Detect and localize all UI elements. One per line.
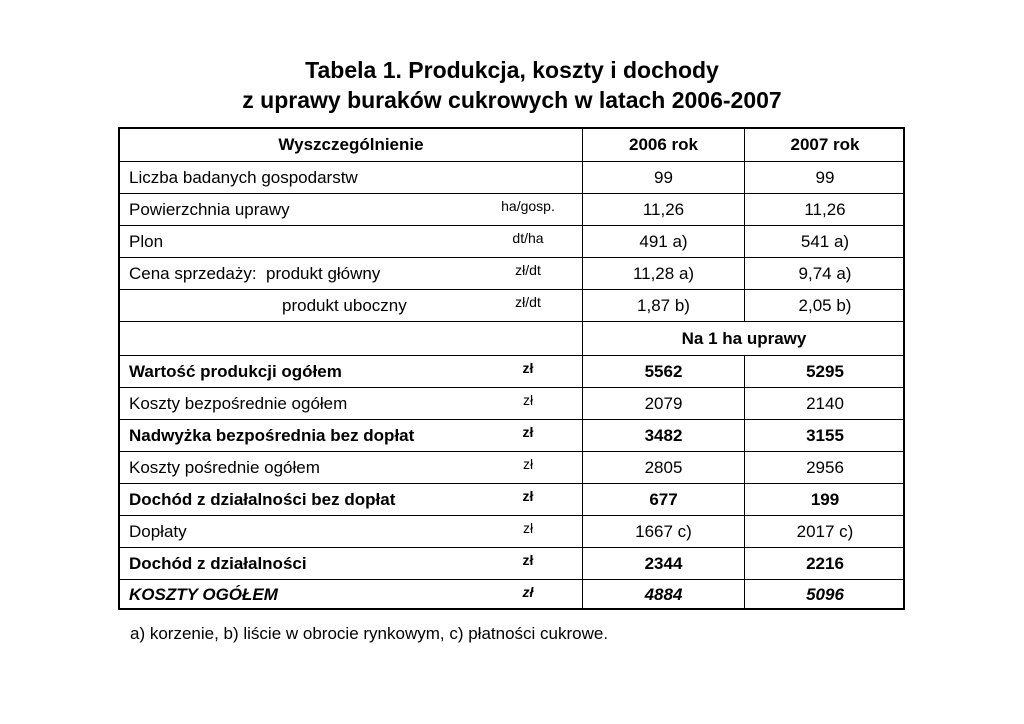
table-header-row [120, 129, 903, 162]
row-unit: dt/ha [512, 230, 544, 246]
table-row [120, 388, 903, 420]
row-label: Liczba badanych gospodarstw [129, 167, 358, 187]
row-value-2007: 2216 [744, 548, 905, 579]
row-unit: zł [522, 584, 534, 600]
row-value-2006: 2805 [582, 452, 744, 483]
table-row [120, 226, 903, 258]
row-unit: zł [522, 360, 534, 376]
row-value-2007: 3155 [744, 420, 905, 451]
row-label: KOSZTY OGÓŁEM [129, 585, 278, 604]
row-value-2006: 3482 [582, 420, 744, 451]
row-value-2007: 2,05 b) [744, 290, 905, 321]
row-unit: zł [522, 552, 534, 568]
row-value-2007: 5096 [744, 580, 905, 610]
row-unit: ha/gosp. [501, 198, 555, 214]
row-value-2007: 2140 [744, 388, 905, 419]
row-value-2006: 677 [582, 484, 744, 515]
table-row [120, 420, 903, 452]
row-value-2006: 4884 [582, 580, 744, 610]
table-row [120, 548, 903, 580]
row-label: Dochód z działalności [129, 553, 307, 573]
row-label: Nadwyżka bezpośrednia bez dopłat [129, 425, 415, 445]
row-value-2007: 11,26 [744, 194, 905, 225]
row-value-2007: 9,74 a) [744, 258, 905, 289]
table-title-line-1: Tabela 1. Produkcja, koszty i dochody [305, 57, 719, 83]
row-value-2006: 99 [582, 162, 744, 193]
row-value-2006: 11,26 [582, 194, 744, 225]
row-value-2006: 2344 [582, 548, 744, 579]
row-label: Wartość produkcji ogółem [129, 361, 342, 381]
row-label: Plon [129, 231, 164, 251]
row-unit: zł [522, 392, 534, 408]
data-table [118, 127, 905, 610]
section-header-row [120, 322, 903, 356]
row-label: Koszty pośrednie ogółem [129, 457, 320, 477]
row-label: Dochód z działalności bez dopłat [129, 489, 396, 509]
section-header: Na 1 ha uprawy [582, 322, 905, 355]
row-value-2007: 541 a) [744, 226, 905, 257]
row-unit: zł [522, 456, 534, 472]
row-value-2007: 5295 [744, 356, 905, 387]
row-label: Cena sprzedaży: produkt główny [129, 263, 381, 283]
header-2007: 2007 rok [744, 129, 905, 161]
row-value-2006: 491 a) [582, 226, 744, 257]
table-row [120, 162, 903, 194]
row-value-2006: 1667 c) [582, 516, 744, 547]
row-value-2007: 2956 [744, 452, 905, 483]
table-row [120, 452, 903, 484]
table-row [120, 516, 903, 548]
row-label: Powierzchnia uprawy [129, 199, 290, 219]
row-value-2006: 2079 [582, 388, 744, 419]
row-value-2006: 11,28 a) [582, 258, 744, 289]
row-unit: zł/dt [515, 262, 541, 278]
table-footnote: a) korzenie, b) liście w obrocie rynkowym, c) płatności cukrowe. [130, 624, 609, 643]
row-label: produkt uboczny [282, 295, 407, 315]
table-title-line-2: z uprawy buraków cukrowych w latach 2006-2007 [242, 87, 782, 113]
table-row [120, 194, 903, 226]
header-2006: 2006 rok [582, 129, 744, 161]
row-value-2006: 1,87 b) [582, 290, 744, 321]
row-value-2007: 2017 c) [744, 516, 905, 547]
table-row [120, 258, 903, 290]
table-row [120, 484, 903, 516]
row-value-2006: 5562 [582, 356, 744, 387]
row-value-2007: 99 [744, 162, 905, 193]
row-value-2007: 199 [744, 484, 905, 515]
row-unit: zł [522, 488, 534, 504]
row-label: Koszty bezpośrednie ogółem [129, 393, 348, 413]
row-unit: zł [522, 520, 534, 536]
row-label: Dopłaty [129, 521, 187, 541]
table-row [120, 290, 903, 322]
row-unit: zł [522, 424, 534, 440]
table-row [120, 580, 903, 610]
header-label: Wyszczególnienie [278, 135, 424, 154]
table-row [120, 356, 903, 388]
row-unit: zł/dt [515, 294, 541, 310]
